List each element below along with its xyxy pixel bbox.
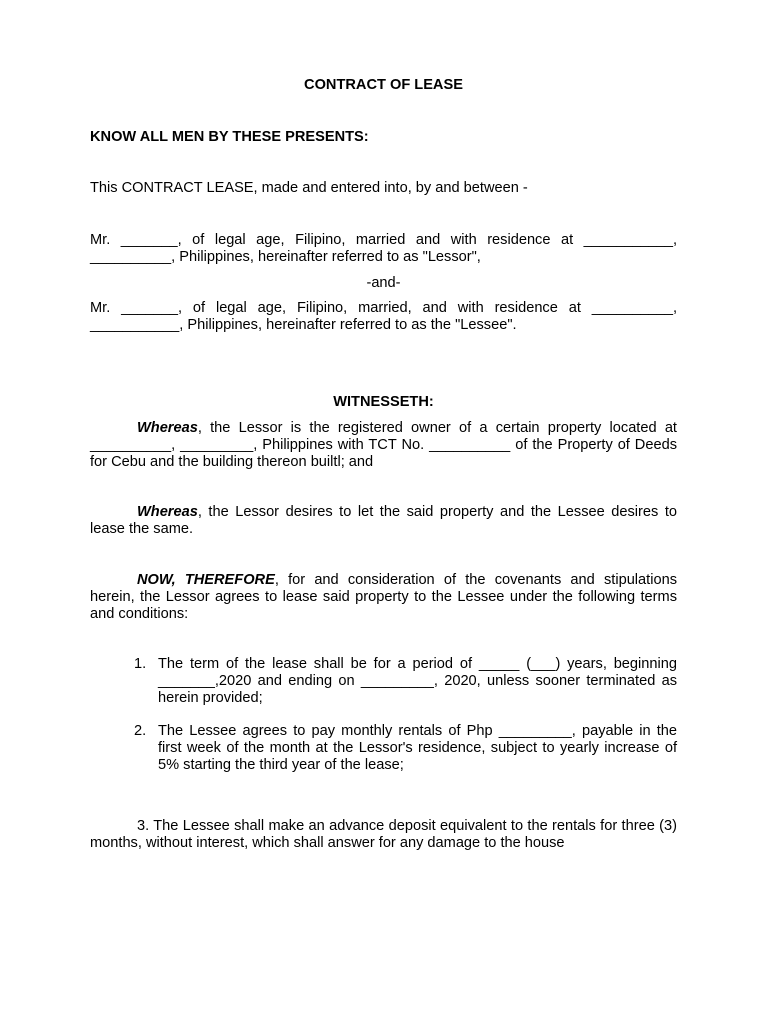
term-3-paragraph: 3. The Lessee shall make an advance deposit equivalent to the rentals for three (3) months, without interest, which shall answer for any damage to the house	[90, 818, 677, 851]
now-therefore-lead: NOW, THEREFORE	[137, 572, 275, 588]
document-title: CONTRACT OF LEASE	[304, 77, 463, 93]
witnesseth-heading: WITNESSETH:	[333, 394, 434, 410]
term-text-2: The Lessee agrees to pay monthly rentals of Php _________, payable in the first week of the month at the Lessor's residence, subject to yearly increase of 5% starting the third year of the lease;	[158, 723, 677, 773]
whereas-lead-2: Whereas	[137, 504, 198, 520]
lessee-clause: Mr. _______, of legal age, Filipino, married, and with residence at __________, ___________, Philippines, hereinafter referred to as the "Lessee".	[90, 300, 677, 333]
whereas-paragraph-1	[90, 420, 677, 471]
preamble-heading: KNOW ALL MEN BY THESE PRESENTS:	[90, 129, 369, 145]
now-therefore-text: , for and consideration of the covenants and stipulations herein, the Lessor agrees to lease said property to the Lessee under the following terms and conditions:	[90, 572, 677, 622]
whereas-paragraph-2	[90, 504, 677, 538]
term-item-2	[134, 723, 677, 774]
term-number-2: 2.	[134, 723, 147, 739]
now-therefore-paragraph	[90, 572, 677, 623]
and-separator: -and-	[366, 275, 401, 291]
lessor-clause: Mr. _______, of legal age, Filipino, married and with residence at ___________, __________, Philippines, hereinafter referred to as "Lessor",	[90, 232, 677, 265]
intro-paragraph: This CONTRACT LEASE, made and entered into, by and between -	[90, 180, 528, 196]
whereas-text-1: , the Lessor is the registered owner of a certain property located at __________, _________, Philippines with TCT No. __________ of the Property of Deeds for Cebu and the building thereon builtl; and	[90, 420, 677, 470]
whereas-lead-1: Whereas	[137, 420, 198, 436]
term-number-1: 1.	[134, 656, 147, 672]
whereas-text-2: , the Lessor desires to let the said property and the Lessee desires to lease the same.	[90, 504, 677, 537]
term-text-1: The term of the lease shall be for a period of _____ (___) years, beginning _______,2020 and ending on _________, 2020, unless sooner terminated as herein provided;	[158, 656, 677, 706]
term-item-1	[134, 656, 677, 707]
